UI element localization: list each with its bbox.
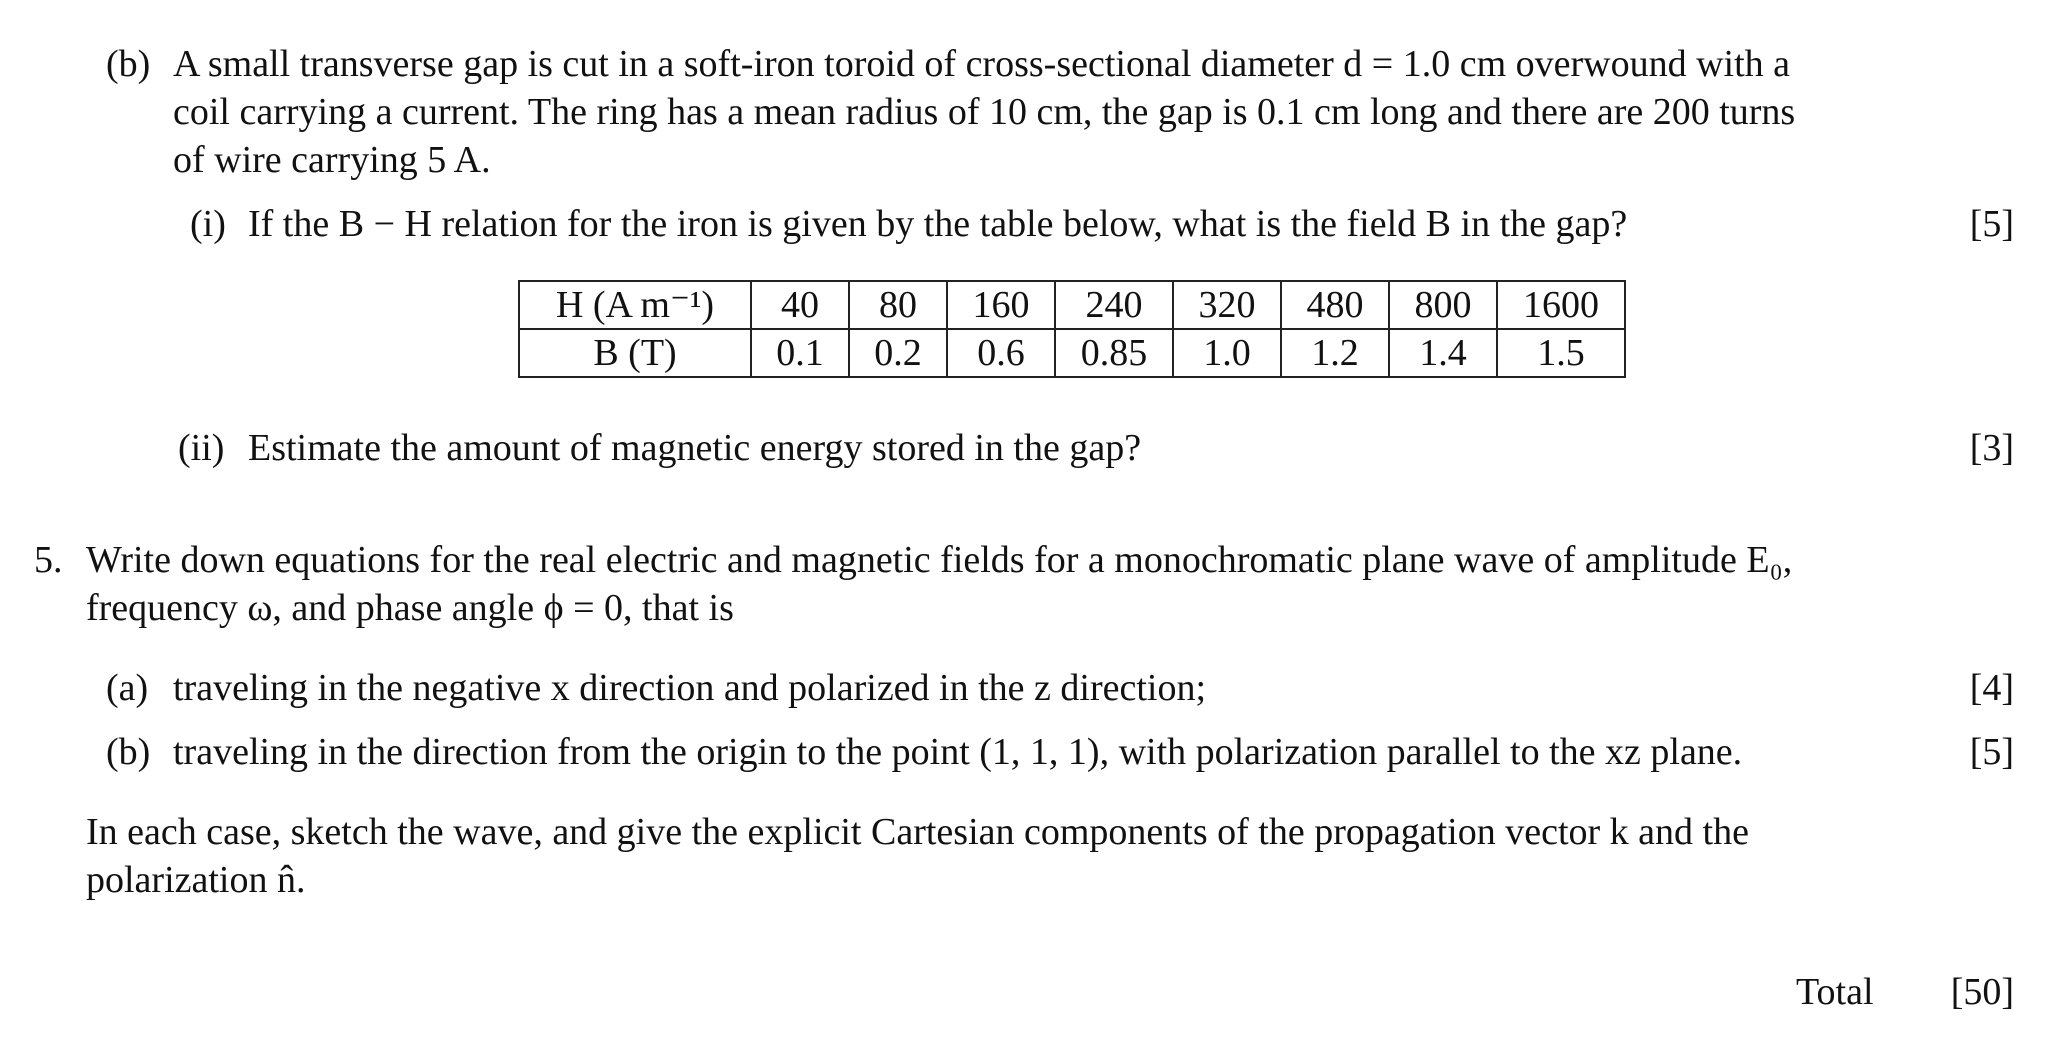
total-label: Total	[1796, 971, 1874, 1013]
h-value-cell: 160	[947, 281, 1055, 329]
q5-part-b-marks: [5]	[1969, 731, 2014, 773]
sub-i-marks: [5]	[1969, 203, 2014, 245]
h-value-cell: 240	[1055, 281, 1173, 329]
h-value-cell: 1600	[1497, 281, 1625, 329]
total-marks: [50]	[1950, 971, 2014, 1013]
question-5-closing-line-1: In each case, sketch the wave, and give the explicit Cartesian components of the propagation vector k and the	[86, 811, 1749, 853]
b-value-cell: 0.1	[751, 329, 849, 377]
part-b-label: (b)	[106, 43, 151, 85]
b-value-cell: 0.2	[849, 329, 947, 377]
sub-i-label: (i)	[190, 203, 226, 245]
q5-part-b-text: traveling in the direction from the origin to the point (1, 1, 1), with polarization parallel to the xz plane.	[173, 731, 1743, 773]
part-b-line-1: A small transverse gap is cut in a soft-iron toroid of cross-sectional diameter d = 1.0 cm overwound with a	[173, 43, 1791, 85]
question-5-line-2: frequency ω, and phase angle ϕ = 0, that is	[86, 587, 734, 629]
sub-ii-text: Estimate the amount of magnetic energy stored in the gap?	[248, 427, 1142, 469]
h-value-cell: 40	[751, 281, 849, 329]
h-value-cell: 480	[1281, 281, 1389, 329]
question-5-closing-line-2: polarization n̂.	[86, 859, 306, 901]
question-5-line-1: Write down equations for the real electric and magnetic fields for a monochromatic plane wave of amplitude E₀,	[86, 539, 1793, 581]
sub-ii-marks: [3]	[1969, 427, 2014, 469]
table-row-h	[519, 281, 1625, 329]
b-header-cell: B (T)	[519, 329, 751, 377]
bh-relation-table	[518, 280, 1626, 378]
q5-part-a-text: traveling in the negative x direction and polarized in the z direction;	[173, 667, 1207, 709]
h-value-cell: 800	[1389, 281, 1497, 329]
sub-ii-label: (ii)	[178, 427, 225, 469]
q5-part-b-label: (b)	[106, 731, 151, 773]
h-value-cell: 80	[849, 281, 947, 329]
q5-part-a-marks: [4]	[1969, 667, 2014, 709]
table-row-b	[519, 329, 1625, 377]
h-header-cell: H (A m⁻¹)	[519, 281, 751, 329]
sub-i-text: If the B − H relation for the iron is given by the table below, what is the field B in the gap?	[248, 203, 1628, 245]
b-value-cell: 1.4	[1389, 329, 1497, 377]
b-value-cell: 1.0	[1173, 329, 1281, 377]
q5-part-a-label: (a)	[106, 667, 149, 709]
b-value-cell: 1.2	[1281, 329, 1389, 377]
b-value-cell: 0.6	[947, 329, 1055, 377]
b-value-cell: 1.5	[1497, 329, 1625, 377]
question-5-number: 5.	[34, 539, 63, 581]
b-value-cell: 0.85	[1055, 329, 1173, 377]
part-b-line-2: coil carrying a current. The ring has a mean radius of 10 cm, the gap is 0.1 cm long and there are 200 turns	[173, 91, 1796, 133]
part-b-line-3: of wire carrying 5 A.	[173, 139, 491, 181]
h-value-cell: 320	[1173, 281, 1281, 329]
